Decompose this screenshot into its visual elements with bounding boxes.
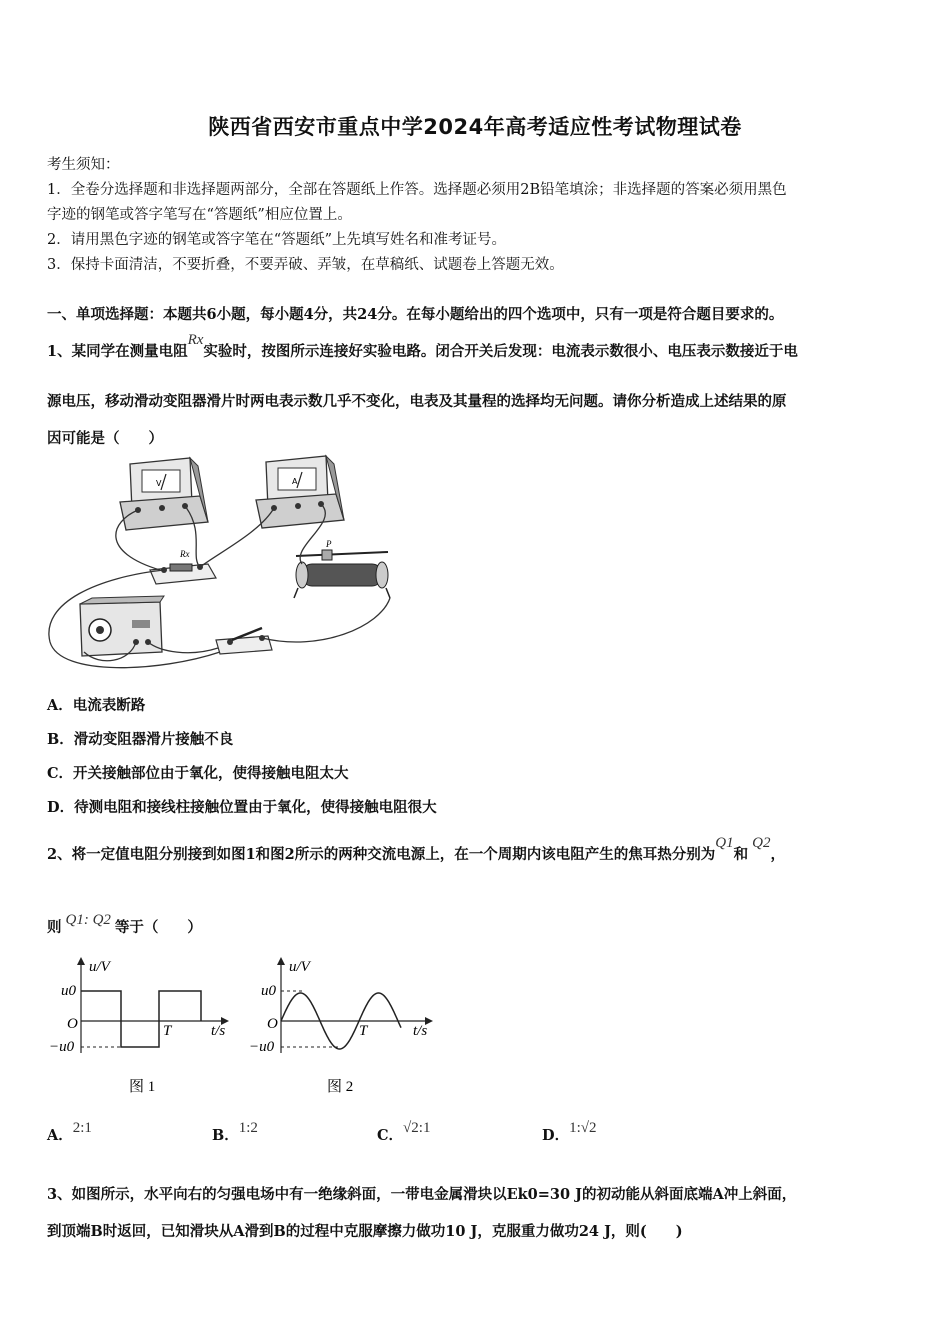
fig2-ylabel: u/V: [289, 959, 310, 975]
ammeter-icon: [256, 456, 344, 528]
fig1-u0: u0: [61, 983, 76, 999]
q2-text: 2、将一定值电阻分别接到如图1和图2所示的两种交流电源上，在一个周期内该电阻产生的焦耳热分别为: [47, 846, 716, 863]
rx-symbol: Rx: [187, 332, 204, 348]
notice-item: 1．全卷分选择题和非选择题两部分，全部在答题纸上作答。选择题必须用2B铅笔填涂；非选择题的答案必须用黑色: [47, 182, 787, 198]
p-label: P: [326, 539, 332, 549]
svg-text:V: V: [156, 479, 162, 488]
q1-line2: 源电压，移动滑动变阻器滑片时两电表示数几乎不变化，电表及其量程的选择均无问题。请你分析造成上述结果的原: [47, 393, 787, 410]
q2-line2: [47, 912, 202, 937]
switch-icon: [216, 628, 272, 654]
q1-option-d[interactable]: D．待测电阻和接线柱接触位置由于氧化，使得接触电阻很大: [47, 799, 437, 816]
q2-option-d-value: 1:√2: [569, 1120, 597, 1136]
q2-and: 和: [733, 846, 749, 863]
fig2-u0: u0: [261, 983, 276, 999]
q2-option-d[interactable]: [542, 1120, 597, 1145]
q2-option-a-value: 2:1: [72, 1120, 92, 1136]
fig1-origin: O: [67, 1016, 78, 1032]
notice-item: 3．保持卡面清洁，不要折叠，不要弄破、弄皱，在草稿纸、试题卷上答题无效。: [47, 257, 564, 273]
q2-comma: ，: [770, 846, 785, 863]
fig1-xlabel: t/s: [211, 1023, 226, 1039]
resistor-rx-icon: [150, 549, 216, 584]
q2-line1: [47, 835, 785, 864]
figure-2-sine-wave: [245, 955, 445, 1100]
fig2-xlabel: t/s: [413, 1023, 428, 1039]
notice-item: 2．请用黑色字迹的钢笔或答字笔在“答题纸”上先填写姓名和准考证号。: [47, 232, 507, 248]
fig1-neg-u0: −u0: [49, 1039, 75, 1055]
fig1-T: T: [163, 1023, 172, 1039]
q2-option-b-value: 1:2: [238, 1120, 258, 1136]
q2-option-a[interactable]: [47, 1120, 92, 1145]
q2-ratio: Q1: Q2: [65, 912, 111, 928]
q1-option-b[interactable]: B．滑动变阻器滑片接触不良: [47, 731, 234, 748]
q1-option-a[interactable]: A．电流表断路: [47, 697, 146, 714]
q2-symbol: Q2: [752, 835, 771, 851]
rx-label: Rx: [180, 549, 190, 559]
fig2-T: T: [359, 1023, 368, 1039]
notice-item: 字迹的钢笔或答字笔写在“答题纸”相应位置上。: [47, 207, 352, 223]
notice-heading: 考生须知：: [47, 157, 120, 173]
figure-1-square-wave: [45, 955, 240, 1100]
q2-option-b[interactable]: [212, 1120, 258, 1145]
fig2-neg-u0: −u0: [249, 1039, 275, 1055]
fig1-caption: 图 1: [129, 1079, 156, 1095]
q2-option-a-label: A．: [47, 1127, 73, 1144]
q2-option-c-value: √2:1: [403, 1120, 431, 1136]
q1-line3: 因可能是（ ）: [47, 430, 163, 447]
section-heading: 一、单项选择题：本题共6小题，每小题4分，共24分。在每小题给出的四个选项中，只有一项是符合题目要求的。: [47, 306, 784, 323]
circuit-figure: [40, 452, 420, 684]
q1-option-c[interactable]: C．开关接触部位由于氧化，使得接触电阻太大: [47, 765, 349, 782]
fig2-origin: O: [267, 1016, 278, 1032]
fig2-caption: 图 2: [327, 1079, 354, 1095]
q2-option-d-label: D．: [542, 1127, 570, 1144]
q2-option-c-label: C．: [377, 1127, 404, 1144]
rheostat-icon: [294, 539, 390, 598]
q3-line2: 到顶端B时返回，已知滑块从A滑到B的过程中克服摩擦力做功10 J，克服重力做功24 J，则( ): [47, 1223, 683, 1240]
q2-line2-suffix: 等于（ ）: [114, 919, 202, 936]
q3-line1: 3、如图所示，水平向右的匀强电场中有一绝缘斜面，一带电金属滑块以Ek0=30 J的初动能从斜面底端A冲上斜面，: [47, 1186, 797, 1203]
q2-option-c[interactable]: [377, 1120, 431, 1145]
fig1-ylabel: u/V: [89, 959, 110, 975]
svg-text:A: A: [292, 477, 298, 486]
q2-line2-prefix: 则: [47, 919, 62, 936]
q1-symbol: Q1: [715, 835, 734, 851]
voltmeter-icon: [120, 458, 208, 530]
q2-option-b-label: B．: [212, 1127, 239, 1144]
q1-line1: [47, 332, 798, 361]
q1-prefix: 1、某同学在测量电阻: [47, 343, 188, 360]
q1-suffix: 实验时，按图所示连接好实验电路。闭合开关后发现：电流表示数很小、电压表示数接近于电: [203, 343, 798, 360]
page-title: 陕西省西安市重点中学2024年高考适应性考试物理试卷: [208, 115, 742, 139]
power-supply-icon: [80, 596, 164, 656]
